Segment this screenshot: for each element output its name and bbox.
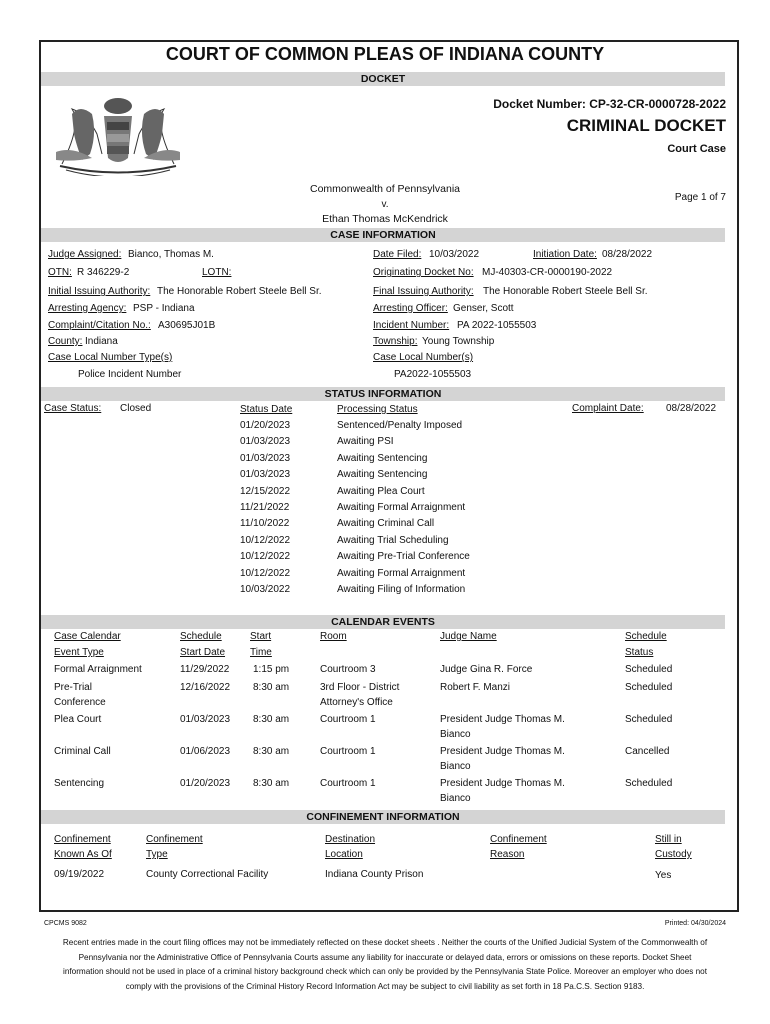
calendar-header-time-2: Time	[250, 647, 272, 658]
calendar-event-type: Criminal Call	[54, 746, 111, 757]
initiation-date-value: 08/28/2022	[602, 249, 653, 260]
confinement-known-value: 09/19/2022	[54, 869, 105, 880]
case-status-label: Case Status:	[44, 403, 102, 414]
case-information-bar: CASE INFORMATION	[41, 228, 725, 242]
calendar-header-status-2: Status	[625, 647, 654, 658]
docket-type: CRIMINAL DOCKET	[566, 116, 726, 135]
initial-issuing-label: Initial Issuing Authority:	[48, 286, 151, 297]
caption-line-1: Commonwealth of Pennsylvania	[310, 183, 460, 195]
processing-status-cell: Awaiting Trial Scheduling	[337, 534, 449, 546]
township-label: Township:	[373, 336, 418, 347]
docket-number: Docket Number: CP-32-CR-0000728-2022	[493, 97, 726, 111]
arresting-agency-value: PSP - Indiana	[133, 303, 195, 314]
otn-value: R 346229-2	[77, 267, 130, 278]
complaint-date-label: Complaint Date:	[572, 403, 644, 414]
final-issuing-value: The Honorable Robert Steele Bell Sr.	[483, 286, 648, 297]
judge-value: Bianco, Thomas M.	[128, 249, 214, 260]
calendar-room: Courtroom 1	[320, 746, 376, 757]
calendar-start-date: 01/20/2023	[180, 778, 231, 789]
page-indicator: Page 1 of 7	[674, 192, 726, 203]
status-date-cell: 11/21/2022	[240, 502, 290, 513]
caption-line-2: v.	[381, 199, 389, 210]
status-date-header: Status Date	[240, 404, 293, 415]
case-local-type-label: Case Local Number Type(s)	[48, 352, 173, 363]
confinement-header-type: Confinement	[146, 834, 203, 845]
calendar-room-cont: Attorney's Office	[320, 697, 393, 708]
confinement-custody-value: Yes	[655, 870, 672, 881]
calendar-event-type-cont: Conference	[54, 697, 106, 708]
status-date-cell: 01/20/2023	[240, 420, 291, 431]
calendar-judge-name-cont: Bianco	[440, 793, 471, 804]
status-date-cell: 10/12/2022	[240, 567, 291, 579]
calendar-room: Courtroom 1	[320, 778, 376, 789]
arresting-officer-value: Genser, Scott	[453, 303, 514, 314]
arresting-officer-label: Arresting Officer:	[373, 303, 448, 314]
calendar-header-date-2: Start Date	[180, 647, 226, 658]
calendar-room: Courtroom 3	[320, 664, 376, 675]
status-date-cell: 01/03/2023	[240, 452, 291, 464]
date-filed-label: Date Filed:	[373, 249, 422, 260]
confinement-header-destination: Destination	[325, 834, 376, 845]
confinement-header-custody-2: Custody	[655, 849, 692, 860]
calendar-start-date: 01/03/2023	[180, 714, 231, 725]
calendar-judge-name-cont: Bianco	[440, 761, 471, 772]
pennsylvania-seal-icon	[52, 94, 184, 176]
processing-status-cell: Awaiting Formal Arraignment	[337, 567, 466, 579]
printed-date: Printed: 04/30/2024	[664, 920, 726, 927]
confinement-header-custody: Still in	[655, 834, 682, 845]
confinement-header-destination-2: Location	[325, 849, 363, 860]
calendar-event-type: Formal Arraignment	[54, 664, 142, 675]
calendar-event-type: Sentencing	[54, 778, 105, 789]
calendar-judge-name-cont: Bianco	[440, 729, 471, 740]
confinement-header-known: Confinement	[54, 834, 111, 845]
calendar-room: Courtroom 1	[320, 714, 376, 725]
confinement-header-type-2: Type	[146, 849, 168, 860]
caption-line-3: Ethan Thomas McKendrick	[322, 213, 448, 225]
calendar-judge-name: President Judge Thomas M.	[440, 778, 565, 789]
date-filed-value: 10/03/2022	[429, 249, 480, 260]
confinement-header-reason-2: Reason	[490, 849, 525, 860]
originating-docket-label: Originating Docket No:	[373, 267, 474, 278]
processing-status-header: Processing Status	[337, 404, 418, 415]
county-value: Indiana	[85, 336, 118, 347]
incident-number-label: Incident Number:	[373, 320, 450, 331]
processing-status-cell: Awaiting Plea Court	[337, 485, 425, 497]
calendar-start-date: 11/29/2022	[180, 664, 230, 675]
calendar-schedule-status: Scheduled	[625, 714, 673, 725]
status-date-cell: 01/03/2023	[240, 469, 291, 481]
processing-status-cell: Awaiting Formal Arraignment	[337, 502, 466, 513]
status-date-cell: 11/10/2022	[240, 518, 290, 530]
confinement-type-value: County Correctional Facility	[146, 869, 269, 880]
calendar-header-room: Room	[320, 631, 347, 642]
calendar-judge-name: President Judge Thomas M.	[440, 746, 565, 757]
processing-status-cell: Awaiting Sentencing	[337, 469, 428, 481]
calendar-schedule-status: Scheduled	[625, 778, 673, 789]
originating-docket-value: MJ-40303-CR-0000190-2022	[482, 267, 613, 278]
status-date-cell: 10/12/2022	[240, 551, 291, 563]
complaint-number-label: Complaint/Citation No.:	[48, 320, 151, 331]
initial-issuing-value: The Honorable Robert Steele Bell Sr.	[157, 286, 322, 297]
calendar-judge-name: Robert F. Manzi	[440, 682, 511, 693]
processing-status-cell: Awaiting Sentencing	[337, 452, 428, 464]
calendar-events-bar: CALENDAR EVENTS	[41, 615, 725, 629]
calendar-schedule-status: Scheduled	[625, 664, 673, 675]
township-value: Young Township	[422, 336, 495, 347]
calendar-event-type: Pre-Trial	[54, 682, 92, 693]
calendar-event-type: Plea Court	[54, 714, 102, 725]
case-local-number-value: PA2022-1055503	[394, 369, 472, 380]
calendar-room: 3rd Floor - District	[320, 682, 400, 693]
confinement-destination-value: Indiana County Prison	[325, 869, 424, 880]
calendar-header-event-2: Event Type	[54, 647, 104, 658]
processing-status-cell: Awaiting Criminal Call	[337, 518, 435, 530]
judge-label: Judge Assigned:	[48, 249, 122, 260]
processing-status-cell: Sentenced/Penalty Imposed	[337, 420, 463, 431]
calendar-start-time: 8:30 am	[253, 714, 290, 725]
initiation-date-label: Initiation Date:	[533, 249, 597, 260]
processing-status-cell: Awaiting Pre-Trial Conference	[337, 551, 470, 563]
status-date-cell: 10/03/2022	[240, 584, 291, 595]
calendar-start-time: 8:30 am	[253, 746, 290, 757]
status-information-bar: STATUS INFORMATION	[41, 387, 725, 401]
disclaimer-text: Recent entries made in the court filing offices may not be immediately reflected on these docket sheets . Neither the courts of the Unified Judicial System of the Commonwealth of Pennsylvania nor the Administrative Office of Pennsylvania Courts assume any liability for inaccurate or delayed data, errors or omissions on these reports. Docket Sheet information should not be used in place of a criminal history background check which can only be provided by the Pennsylvania State Police. Moreover an employer who does not comply with the provisions of the Criminal History Record Information Act may be subject to civil liability as set forth in 18 Pa.C.S. Section 9183.	[62, 938, 708, 991]
calendar-judge-name: Judge Gina R. Force	[440, 664, 533, 675]
docket-bar: DOCKET	[41, 72, 725, 86]
calendar-schedule-status: Scheduled	[625, 682, 673, 693]
case-status-value: Closed	[120, 403, 152, 414]
calendar-judge-name: President Judge Thomas M.	[440, 714, 565, 725]
calendar-header-event: Case Calendar	[54, 631, 121, 642]
calendar-start-time: 1:15 pm	[253, 664, 290, 675]
confinement-header-known-2: Known As Of	[54, 849, 112, 860]
processing-status-cell: Awaiting Filing of Information	[337, 584, 466, 595]
calendar-start-time: 8:30 am	[253, 778, 290, 789]
arresting-agency-label: Arresting Agency:	[48, 303, 127, 314]
status-date-cell: 10/12/2022	[240, 534, 291, 546]
calendar-header-time: Start	[250, 631, 272, 642]
processing-status-cell: Awaiting PSI	[337, 436, 394, 448]
complaint-number-value: A30695J01B	[158, 320, 216, 331]
calendar-header-date: Schedule	[180, 631, 222, 642]
lotn-label: LOTN:	[202, 267, 232, 278]
otn-label: OTN:	[48, 267, 72, 278]
case-local-number-label: Case Local Number(s)	[373, 352, 474, 363]
county-label: County:	[48, 336, 83, 347]
incident-number-value: PA 2022-1055503	[457, 320, 537, 331]
calendar-start-time: 8:30 am	[253, 682, 290, 693]
confinement-information-bar: CONFINEMENT INFORMATION	[41, 810, 725, 824]
court-title: COURT OF COMMON PLEAS OF INDIANA COUNTY	[165, 44, 605, 64]
court-case-label: Court Case	[667, 143, 726, 155]
confinement-header-reason: Confinement	[490, 834, 547, 845]
complaint-date-value: 08/28/2022	[666, 403, 717, 414]
calendar-start-date: 01/06/2023	[180, 746, 231, 757]
calendar-start-date: 12/16/2022	[180, 682, 231, 693]
form-id: CPCMS 9082	[44, 920, 87, 927]
status-date-cell: 01/03/2023	[240, 436, 291, 448]
calendar-header-judge: Judge Name	[440, 631, 497, 642]
final-issuing-label: Final Issuing Authority:	[373, 286, 474, 297]
case-local-type-value: Police Incident Number	[78, 369, 182, 380]
calendar-header-status: Schedule	[625, 631, 667, 642]
calendar-schedule-status: Cancelled	[625, 746, 670, 757]
status-date-cell: 12/15/2022	[240, 485, 291, 497]
